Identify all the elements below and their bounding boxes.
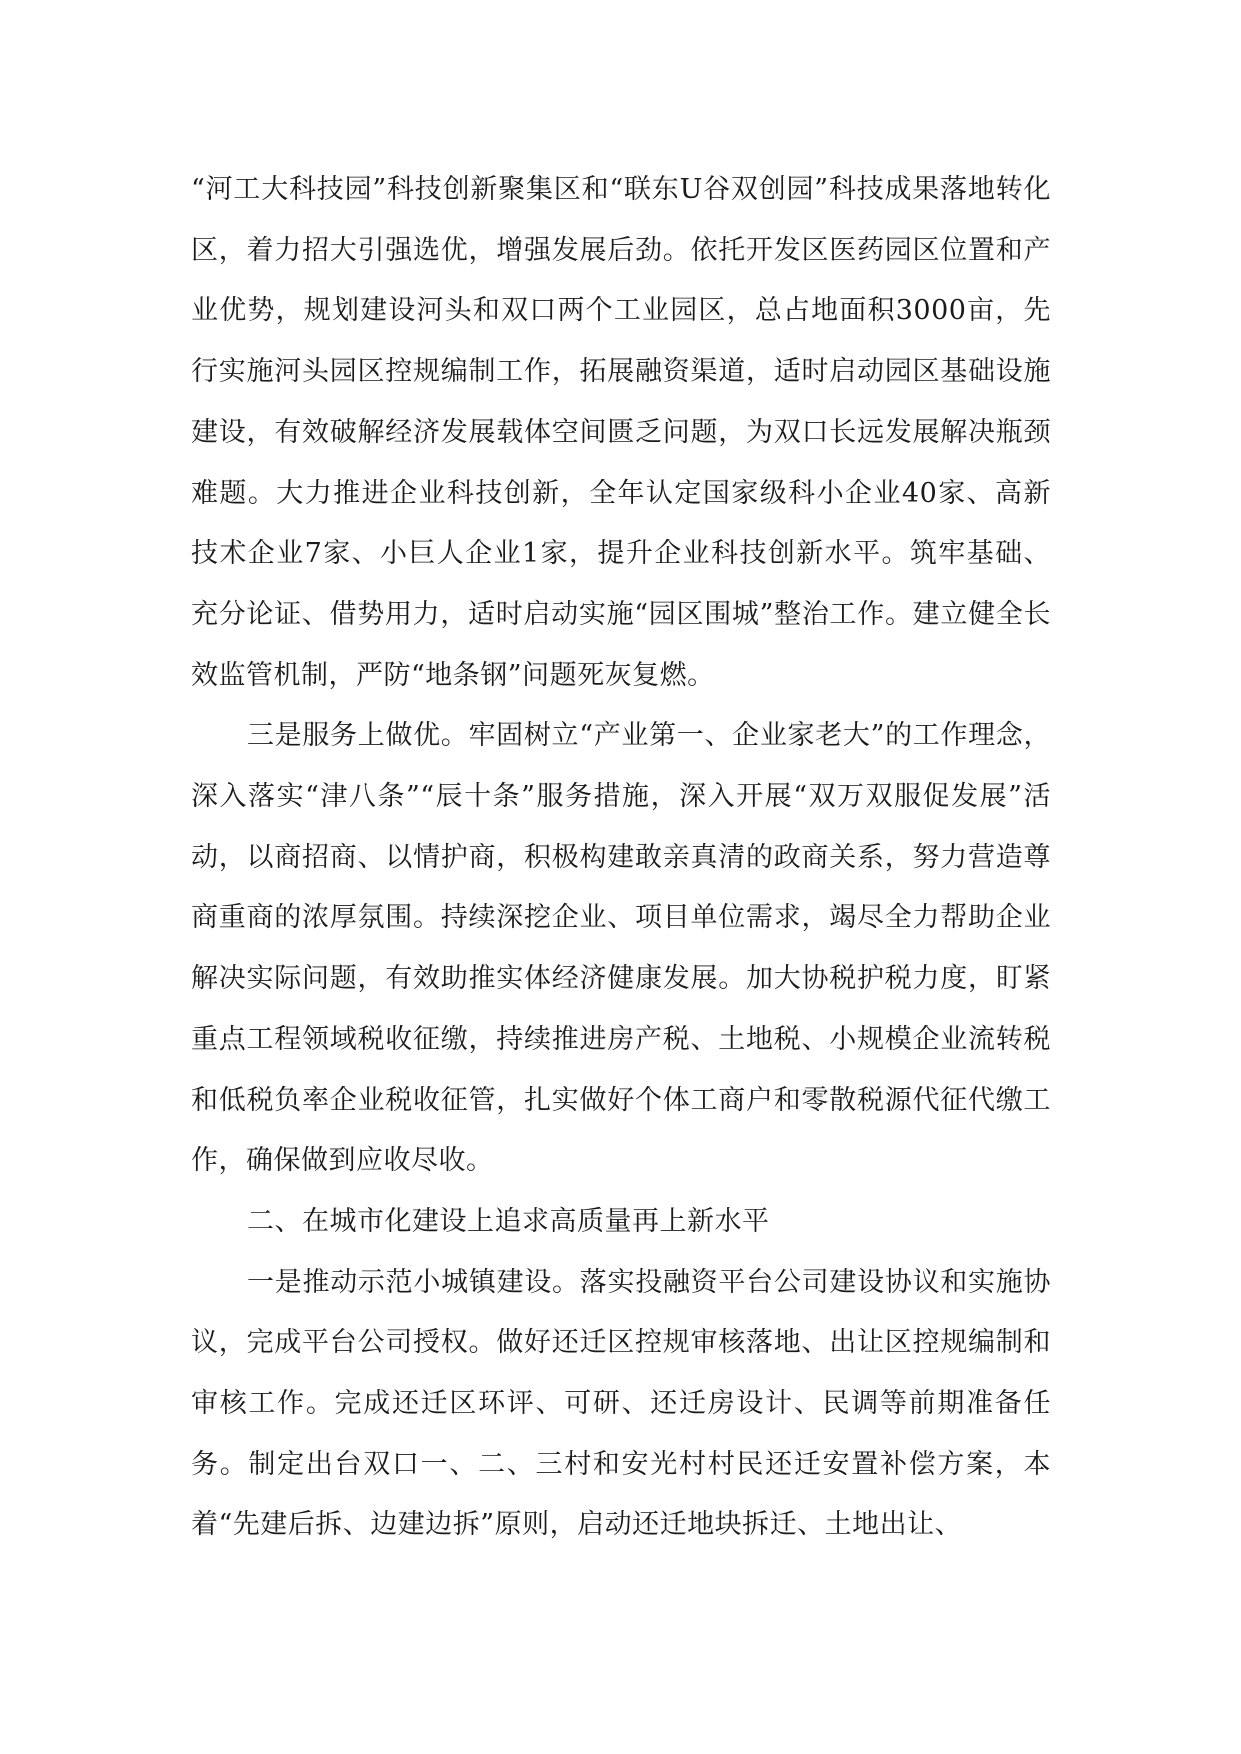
paragraph-service-optimization: 三是服务上做优。牢固树立“产业第一、企业家老大”的工作理念，深入落实“津八条”“辰十条”服务措施，深入开展“双万双服促发展”活动，以商招商、以情护商，积极构建敢亲真清的政商关系，努力营造尊商重商的浓厚氛围。持续深挖企业、项目单位需求，竭尽全力帮助企业解决实际问题，有效助推实体经济健康发展。加大协税护税力度，盯紧重点工程领域税收征缴，持续推进房产税、土地税、小规模企业流转税和低税负率企业税收征管，扎实做好个体工商户和零散税源代征代缴工作，确保做到应收尽收。 (191, 720, 1051, 1177)
document-body (191, 160, 1051, 1556)
paragraph-industrial-parks: “河工大科技园”科技创新聚集区和“联东U谷双创园”科技成果落地转化区，着力招大引强选优，增强发展后劲。依托开发区医药园区位置和产业优势，规划建设河头和双口两个工业园区，总占地面积3000亩，先行实施河头园区控规编制工作，拓展融资渠道，适时启动园区基础设施建设，有效破解经济发展载体空间匮乏问题，为双口长远发展解决瓶颈难题。大力推进企业科技创新，全年认定国家级科小企业40家、高新技术企业7家、小巨人企业1家，提升企业科技创新水平。筑牢基础、充分论证、借势用力，适时启动实施“园区围城”整治工作。建立健全长效监管机制，严防“地条钢”问题死灰复燃。 (191, 174, 1051, 691)
paragraph-small-town-construction: 一是推动示范小城镇建设。落实投融资平台公司建设协议和实施协议，完成平台公司授权。做好还迁区控规审核落地、出让区控规编制和审核工作。完成还迁区环评、可研、还迁房设计、民调等前期准备任务。制定出台双口一、二、三村和安光村村民还迁安置补偿方案，本着“先建后拆、边建边拆”原则，启动还迁地块拆迁、土地出让、 (191, 1266, 1051, 1541)
section-heading-urbanization: 二、在城市化建设上追求高质量再上新水平 (247, 1205, 770, 1237)
